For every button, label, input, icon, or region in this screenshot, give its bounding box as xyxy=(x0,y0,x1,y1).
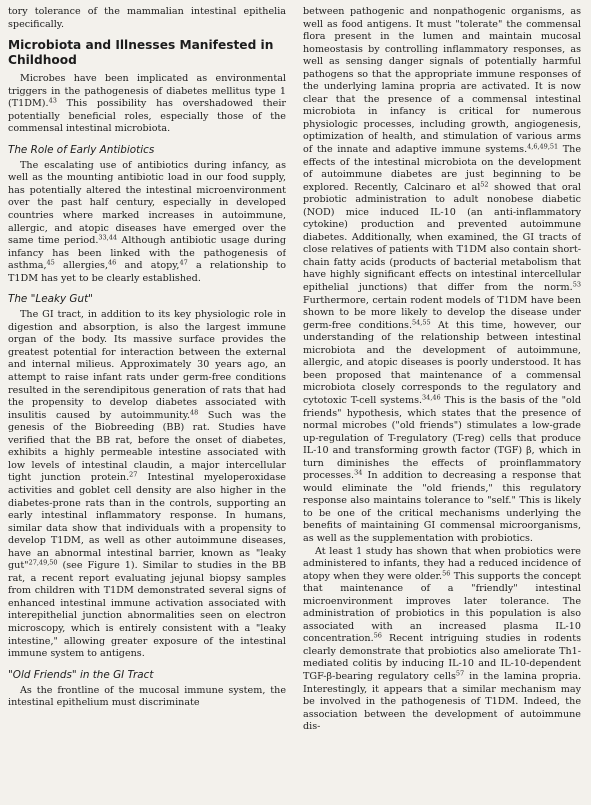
text-run: The effects of the intestinal microbiota on the development of autoimmune diabetes are just beginning to be explored. Recently, Calcinaro et al xyxy=(303,144,581,193)
citation: 34,46 xyxy=(422,393,441,402)
subsection-heading-antibiotics: The Role of Early Antibiotics xyxy=(8,143,155,156)
text-run: The escalating use of antibiotics during infancy, as well as the mounting antibiotic load in our food supply, has potentially altered the intestinal microenvironment over the past half century, especially in developed countries where marked increases in autoimmune, allergic, and atopic diseases have emerged over the same time period. xyxy=(8,159,286,247)
citation: 34 xyxy=(354,468,363,477)
text-run: This possibility has overshadowed their potentially beneficial roles, especially those of the commensal intestinal microbiota. xyxy=(8,98,286,135)
citation: 27,49,50 xyxy=(28,558,58,567)
citation: 43 xyxy=(48,96,57,105)
citation: 47 xyxy=(179,258,188,267)
right-column xyxy=(303,6,581,805)
citation: 46 xyxy=(108,258,117,267)
paragraph-probiotics-infants xyxy=(303,546,581,734)
text-run: At least 1 study has shown that when probiotics were administered to infants, they had a reduced incidence of atopy when they were older. xyxy=(303,545,581,582)
citation: 48 xyxy=(190,408,199,417)
left-column xyxy=(8,6,286,805)
citation: 52 xyxy=(480,180,489,189)
text-run: Such was the genesis of the Biobreeding (BB) rat. Studies have verified that the BB rat, before the onset of diabetes, exhibits a highly permeable intestine associated with low levels of intestinal claudin, a major intercellular tight junction protein. xyxy=(8,409,286,484)
text-run: In addition to decreasing a response that would eliminate the "old friends," this regulatory response also maintains tolerance to "self." This is likely to be one of the critical mechanisms underlying the benefits of maintaining GI commensal microorganisms, as well as the supplementation with probiotics. xyxy=(303,470,581,544)
text-run: Microbes have been implicated as environmental triggers in the pathogenesis of diabetes mellitus type 1 (T1DM). xyxy=(8,73,286,110)
text-run: a relationship to T1DM has yet to be clearly established. xyxy=(8,260,286,284)
text-run: This supports the concept that maintenance of a "friendly" intestinal microenvironment improves later tolerance. The administration of probiotics in this population is also associated with an increased plasma IL-10 concentration. xyxy=(303,570,581,645)
text-run: in the lamina propria. Interestingly, it appears that a similar mechanism may be involved in the pathogenesis of T1DM. Indeed, the association between the development of autoimmune dis- xyxy=(303,670,581,733)
citation: 54,55 xyxy=(412,318,431,327)
paragraph-antibiotics xyxy=(8,160,286,285)
text-run: Recent intriguing studies in rodents clearly demonstrate that probiotics also ameliorate Th1-mediated colitis by inducing IL-10 and IL-10-dependent TGF-β-bearing regulatory cells xyxy=(303,633,581,682)
text-run: allergies, xyxy=(54,260,109,272)
citation: 45 xyxy=(46,258,55,267)
text-run: At this time, however, our understanding of the relationship between intestinal microbiota and the development of autoimmune, allergic, and atopic diseases is poorly understood. It has been proposed that maintenance of a commensal microbiota closely corresponds to the regulatory and cytotoxic T-cell systems. xyxy=(303,319,581,406)
citation: 27 xyxy=(129,470,138,479)
citation: 56 xyxy=(442,569,451,578)
text-run: and atopy, xyxy=(116,260,180,272)
section-heading: Microbiota and Illnesses Manifested in Childhood xyxy=(8,38,274,68)
text-run: Although antibiotic usage during infancy has been linked with the pathogenesis of asthma, xyxy=(8,235,286,272)
text-run: This is the basis of the "old friends" hypothesis, which states that the presence of normal microbes ("old friends") stimulates a low-grade up-regulation of T-regulatory (T-reg) cells that produce IL-10 and transforming growth factor (TGF) β, which in turn diminishes the effects of proinflammatory processes. xyxy=(303,394,581,482)
citation: 57 xyxy=(455,669,465,678)
paragraph-frontline: As the frontline of the mucosal immune system, the intestinal epithelium must discriminate xyxy=(8,684,286,709)
citation: 4,6,49,51 xyxy=(527,142,559,151)
paragraph-old-friends xyxy=(303,6,581,546)
text-run: (see Figure 1). Similar to studies in the BB rat, a recent report evaluating jejunal biopsy samples from children with T1DM demonstrated several signs of enhanced intestinal immune activation associated with interepithelial junction abnormalities seen on electron microscopy, which is entirely consistent with a "leaky intestine," allowing greater exposure of the intestinal immune system to antigens. xyxy=(8,560,286,660)
citation: 33,44 xyxy=(98,233,117,242)
text-run: The GI tract, in addition to its key physiologic role in digestion and absorption, is also the largest immune organ of the body. Its massive surface provides the greatest potential for interaction between the external and internal milieus. Approximately 30 years ago, an attempt to raise infant rats under germ-free conditions resulted in the serendipitous generation of rats that had the propensity to develop diabetes associated with insulitis caused by autoimmunity. xyxy=(8,309,286,421)
subsection-heading-old-friends: "Old Friends" in the GI Tract xyxy=(8,668,154,681)
text-run: showed that oral probiotic administration to adult nonobese diabetic (NOD) mice induced IL-10 (an anti-inflammatory cytokine) production and prevented autoimmune diabetes. Additionally, when examined, the GI tracts of close relatives of patients with T1DM also contain short-chain fatty acids (products of bacterial metabolism that have highly significant effects on intestinal intercellular epithelial junctions) that differ from the norm. xyxy=(303,181,581,294)
text-run: Intestinal myeloperoxidase activities and goblet cell density are also higher in the diabetes-prone rats than in the controls, supporting an early intestinal inflammatory response. In humans, similar data show that individuals with a propensity to develop T1DM, as well as other autoimmune diseases, have an abnormal intestinal barrier, known as "leaky gut" xyxy=(8,472,286,572)
citation: 53 xyxy=(572,280,581,289)
paragraph-leaky-gut xyxy=(8,309,286,660)
text-run: between pathogenic and nonpathogenic organisms, as well as food antigens. It must "tolerate" the commensal flora present in the lumen and maintain mucosal homeostasis by controlling inflammatory responses, as well as sensing danger signals of potentially harmful pathogens so that the appropriate immune responses of the underlying lamina propria are activated. It is now clear that the presence of a commensal intestinal microbiota in infancy is critical for numerous physiologic processes, including growth, angiogenesis, optimization of health, and stimulation of various arms of the innate and adaptive immune systems. xyxy=(303,6,581,156)
subsection-heading-leaky-gut: The "Leaky Gut" xyxy=(8,293,93,306)
text-run: Furthermore, certain rodent models of T1DM have been shown to be more likely to develop the disease under germ-free conditions. xyxy=(303,294,581,331)
paragraph-continued: tory tolerance of the mammalian intestinal epithelia specifically. xyxy=(8,6,286,30)
citation: 56 xyxy=(373,631,382,640)
paragraph-microbes-triggers xyxy=(8,73,286,136)
